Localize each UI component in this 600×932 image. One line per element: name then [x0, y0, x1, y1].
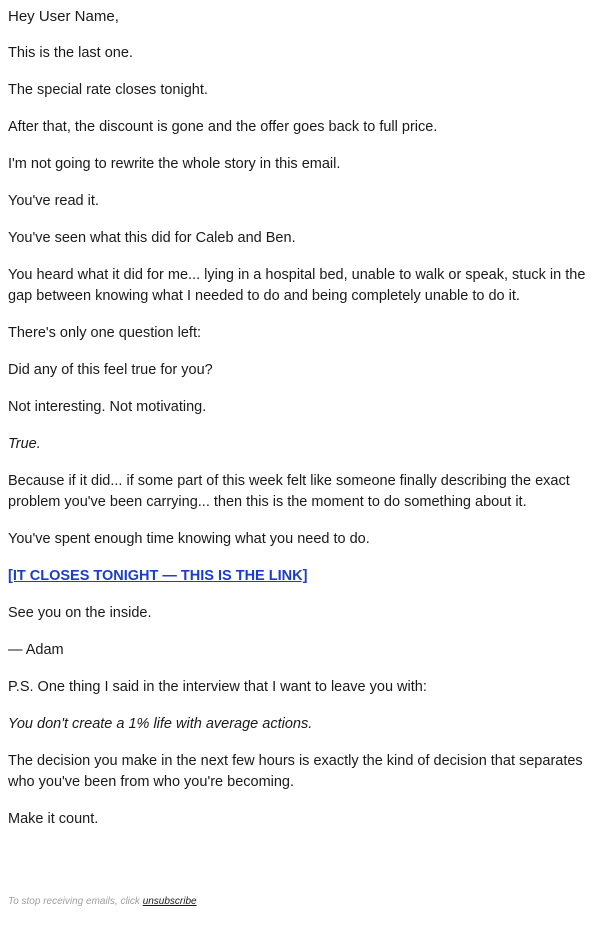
signature: — Adam: [8, 642, 64, 658]
paragraph-one-question: There's only one question left:: [8, 325, 201, 341]
paragraph-decision: The decision you make in the next few hours is exactly the kind of decision that separates who you've been from who you're becoming.: [8, 753, 583, 790]
paragraph-enough-time: You've spent enough time knowing what you need to do.: [8, 531, 370, 547]
paragraph-see-you: See you on the inside.: [8, 605, 152, 621]
paragraph-quote: You don't create a 1% life with average actions.: [8, 716, 313, 732]
unsubscribe-footer: [8, 895, 197, 909]
paragraph-last-one: This is the last one.: [8, 45, 133, 61]
paragraph-special-rate: The special rate closes tonight.: [8, 82, 208, 98]
cta-paragraph: [8, 566, 592, 587]
paragraph-true: True.: [8, 436, 41, 452]
greeting: Hey User Name,: [8, 8, 119, 25]
paragraph-discount-gone: After that, the discount is gone and the offer goes back to full price.: [8, 119, 438, 135]
paragraph-because: Because if it did... if some part of this week felt like someone finally describing the exact problem you've been carrying... then this is the moment to do something about it.: [8, 473, 570, 510]
paragraph-youve-read: You've read it.: [8, 193, 99, 209]
paragraph-caleb-ben: You've seen what this did for Caleb and Ben.: [8, 230, 296, 246]
footer-text: To stop receiving emails, click: [8, 896, 143, 907]
paragraph-ps: P.S. One thing I said in the interview that I want to leave you with:: [8, 679, 427, 695]
paragraph-make-it-count: Make it count.: [8, 811, 99, 827]
paragraph-not-rewrite: I'm not going to rewrite the whole story in this email.: [8, 156, 341, 172]
paragraph-not-interesting: Not interesting. Not motivating.: [8, 399, 207, 415]
paragraph-feel-true: Did any of this feel true for you?: [8, 362, 213, 378]
cta-link[interactable]: [IT CLOSES TONIGHT — THIS IS THE LINK]: [8, 568, 308, 584]
unsubscribe-link[interactable]: unsubscribe: [142, 896, 197, 907]
paragraph-hospital: You heard what it did for me... lying in a hospital bed, unable to walk or speak, stuck in the gap between knowing what I needed to do and being completely unable to do it.: [8, 267, 586, 304]
